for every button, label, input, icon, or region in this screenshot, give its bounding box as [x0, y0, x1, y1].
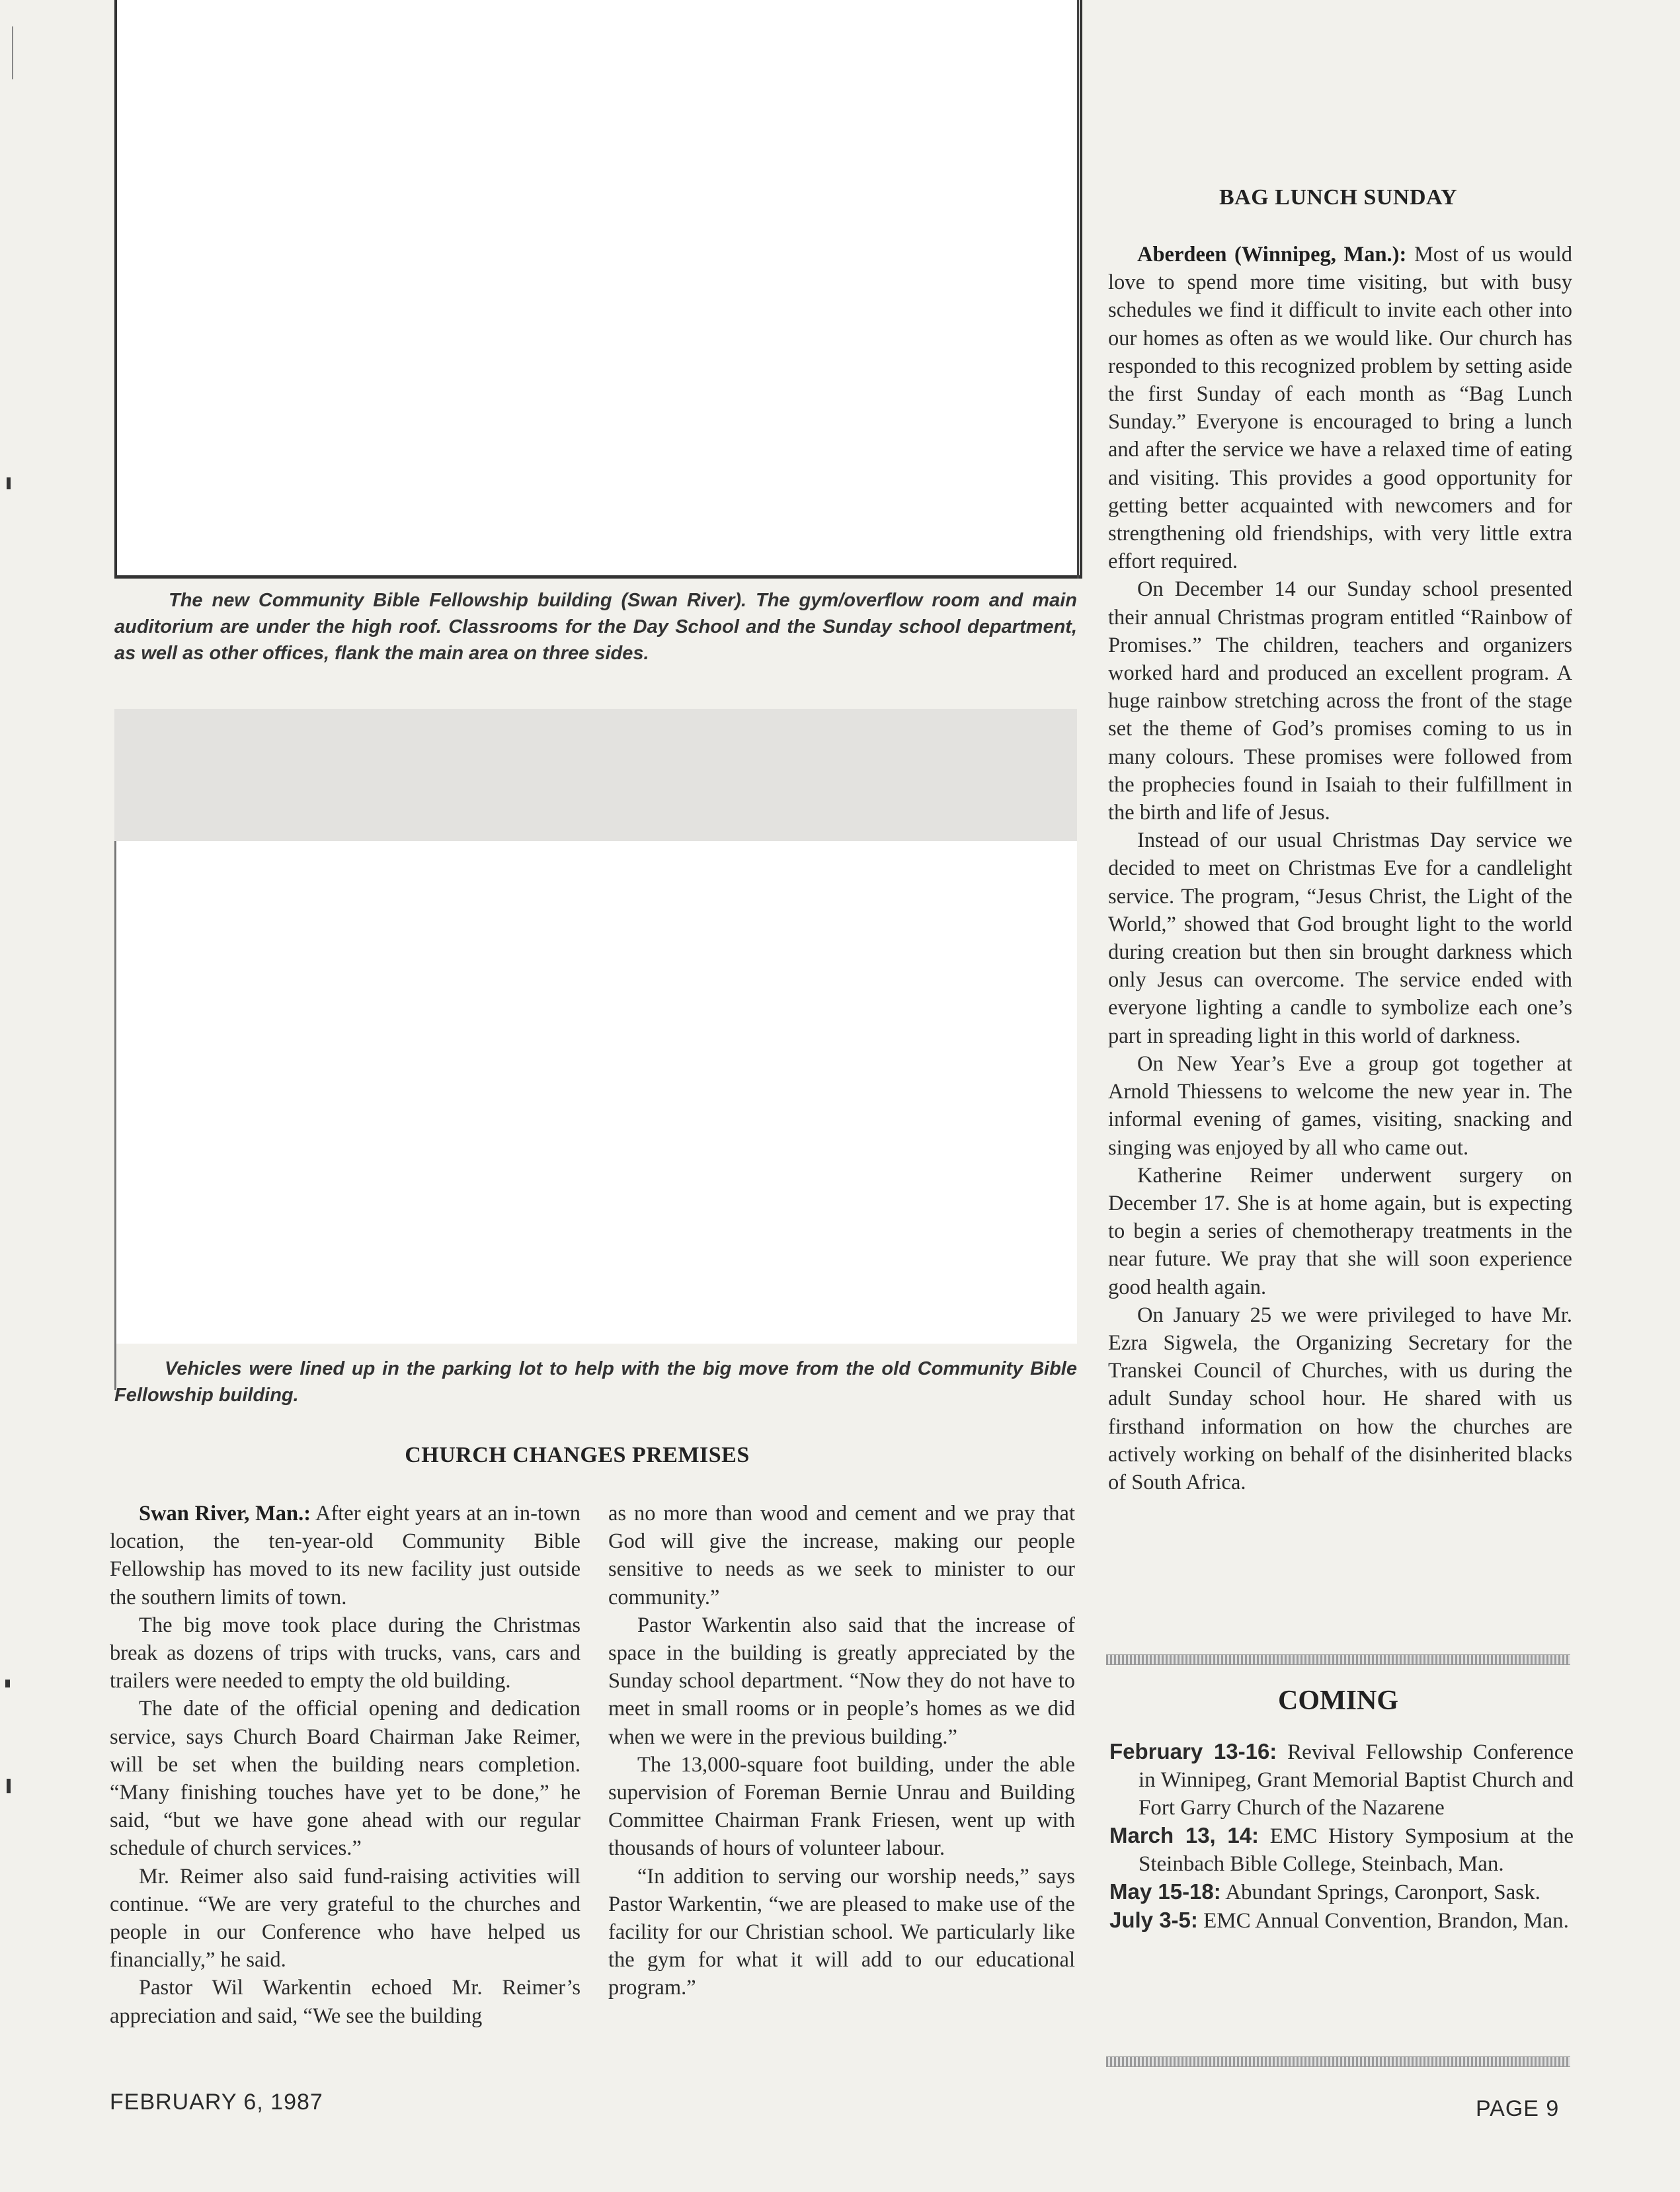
church-article-paragraph: Pastor Wil Warkentin echoed Mr. Reimer’s appreciation and said, “We see the building: [110, 1976, 580, 2028]
bag-lunch-paragraph: On New Year’s Eve a group got together at Arnold Thiessens to welcome the new year in. The informal evening of games, visiting, snacking and singing was enjoyed by all who came out.: [1108, 1051, 1572, 1160]
coming-bottom-rule: [1106, 2056, 1570, 2067]
church-article-col-2: [608, 1500, 1075, 2002]
building-photo-caption: The new Community Bible Fellowship building (Swan River). The gym/overflow room and main auditorium are under the high roof. Classrooms for the Day School and the Sunday school department, as well as other offices, flank the main area on three sides.: [114, 590, 1077, 664]
scan-mark: [5, 1680, 10, 1687]
vehicles-photo-caption: Vehicles were lined up in the parking lot to help with the big move from the old Community Bible Fellowship building.: [114, 1358, 1077, 1406]
building-photo: [114, 0, 1082, 579]
event-text: EMC History Symposium at the Steinbach Bible College, Steinbach, Man.: [1139, 1824, 1574, 1876]
church-article-paragraph: The big move took place during the Christmas break as dozens of trips with trucks, vans, cars and trailers were needed to empty the old building.: [110, 1613, 580, 1693]
bag-lunch-column: [1108, 241, 1572, 1496]
event-date: July 3-5:: [1109, 1908, 1198, 1932]
bag-lunch-paragraph: On December 14 our Sunday school presented their annual Christmas program entitled “Rainbow of Promises.” The children, teachers and organizers worked hard and produced an excellent program. A huge rainbow stretching across the front of the stage set the theme of God’s promises coming to us in many colours. These promises were followed from the prophecies found in Isaiah to their fulfillment in the birth and life of Jesus.: [1108, 577, 1572, 825]
church-article-dateline: Swan River, Man.:: [139, 1502, 311, 1525]
church-article-paragraph: “In addition to serving our worship needs,” says Pastor Warkentin, “we are pleased to make use of the facility for our Christian school. We particularly like the gym for what it will add to our educational program.”: [608, 1864, 1075, 2000]
bag-lunch-dateline: Aberdeen (Winnipeg, Man.):: [1137, 243, 1407, 266]
event-text: Revival Fellowship Conference in Winnipeg, Grant Memorial Baptist Church and Fort Garry Church of the Nazarene: [1139, 1740, 1574, 1820]
vehicles-photo: [114, 709, 1077, 1344]
church-article-paragraph: The 13,000-square foot building, under the able supervision of Foreman Bernie Unrau and Building Committee Chairman Frank Friesen, went up with thousands of hours of volunteer labour.: [608, 1752, 1075, 1861]
church-article-paragraph: Mr. Reimer also said fund-raising activities will continue. “We are very grateful to the churches and people in our Conference who have helped us financially,” he said.: [110, 1864, 580, 1972]
footer-page-number: PAGE 9: [1476, 2096, 1560, 2121]
coming-events-list: [1109, 1738, 1574, 1935]
photo-shade-band: [114, 709, 1077, 841]
coming-event: [1109, 1738, 1574, 1822]
footer-date: FEBRUARY 6, 1987: [110, 2090, 323, 2115]
coming-top-rule: [1106, 1654, 1570, 1665]
bag-lunch-paragraph: Instead of our usual Christmas Day service we decided to meet on Christmas Eve for a candlelight service. The program, “Jesus Christ, the Light of the World,” showed that God brought light to the world during creation but then sin brought darkness which only Jesus can overcome. The service ended with everyone lighting a candle to symbolize each one’s part in spreading light in this world of darkness.: [1108, 829, 1572, 1048]
church-article-col-1: [110, 1500, 580, 2030]
bag-lunch-heading: BAG LUNCH SUNDAY: [1219, 185, 1458, 210]
coming-event: [1109, 1906, 1574, 1935]
event-date: May 15-18:: [1109, 1879, 1221, 1904]
event-text: Abundant Springs, Caronport, Sask.: [1225, 1881, 1540, 1904]
coming-event: [1109, 1822, 1574, 1878]
event-date: February 13-16:: [1109, 1739, 1277, 1764]
event-text: EMC Annual Convention, Brandon, Man.: [1203, 1909, 1569, 1933]
church-article-paragraph: The date of the official opening and dedication service, says Church Board Chairman Jake Reimer, will be set when the building nears completion. “Many finishing touches have yet to be done,” he said, “but we have gone ahead with our regular schedule of church services.”: [110, 1697, 580, 1861]
bag-lunch-paragraph: On January 25 we were privileged to have Mr. Ezra Sigwela, the Organizing Secretary for the Transkei Council of Churches, with us during the adult Sunday school hour. He shared with us firsthand information on how the churches are actively working on behalf of the disinherited blacks of South Africa.: [1108, 1303, 1572, 1494]
coming-event: [1109, 1878, 1574, 1906]
bag-lunch-paragraph: Most of us would love to spend more time visiting, but with busy schedules we find it difficult to invite each other into our homes as often as we would like. Our church has responded to this recognized problem by setting aside the first Sunday of each month as “Bag Lunch Sunday.” Everyone is encouraged to bring a lunch and after the service we have a relaxed time of eating and visiting. This provides a good opportunity for getting better acquainted with newcomers and for strengthening old friendships, with very little extra effort required.: [1108, 243, 1573, 574]
church-article-paragraph: as no more than wood and cement and we pray that God will give the increase, making our people sensitive to needs as we seek to minister to our community.”: [608, 1502, 1075, 1609]
church-article-paragraph: After eight years at an in-town location, the ten-year-old Community Bible Fellowship has moved to its new facility just outside the southern limits of town.: [110, 1502, 581, 1609]
scan-mark: [7, 477, 11, 489]
church-article-paragraph: Pastor Warkentin also said that the increase of space in the building is greatly appreciated by the Sunday school department. “Now they do not have to meet in small rooms or in people’s homes as we did when we were in the previous building.”: [608, 1613, 1075, 1749]
photo-right-edge: [1077, 0, 1079, 579]
bag-lunch-paragraph: Katherine Reimer underwent surgery on December 17. She is at home again, but is expecting to begin a series of chemotherapy treatments in the near future. We pray that she will soon experience good health again.: [1108, 1163, 1572, 1299]
scan-edge-line: [12, 26, 13, 79]
scan-mark: [7, 1779, 11, 1793]
coming-title: COMING: [1278, 1685, 1398, 1716]
photo-left-edge: [114, 841, 116, 1390]
event-date: March 13, 14:: [1109, 1823, 1260, 1847]
church-article-heading: CHURCH CHANGES PREMISES: [405, 1443, 750, 1467]
